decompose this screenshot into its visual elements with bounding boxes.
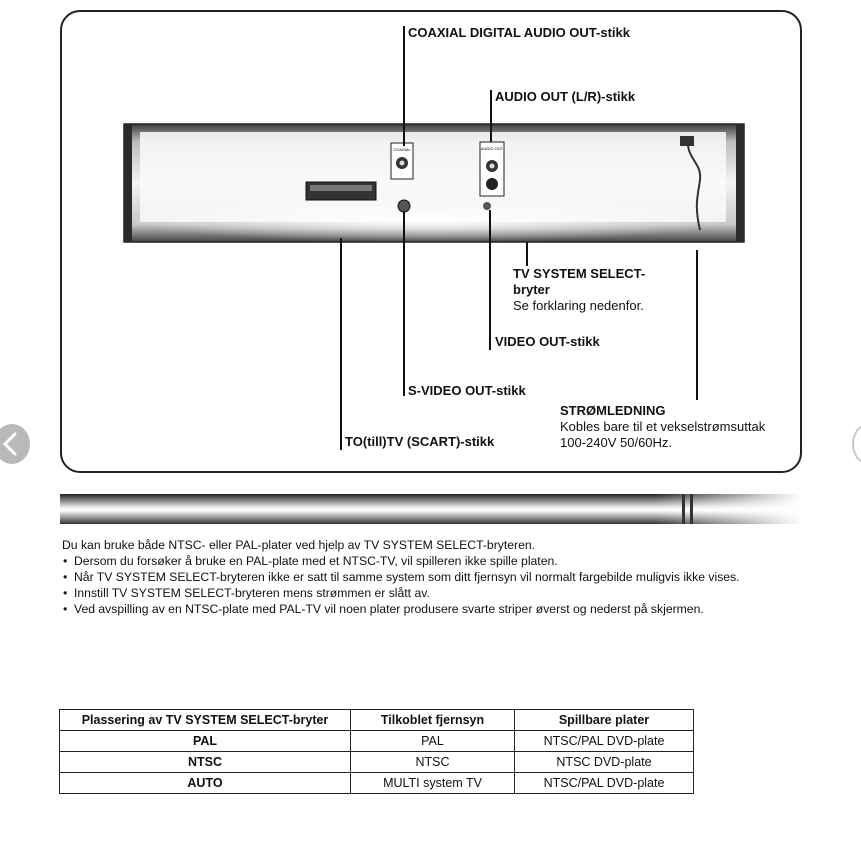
- header-playable-discs: Spillbare plater: [515, 710, 694, 731]
- coaxial-lead-line: [403, 26, 405, 146]
- table-cell: NTSC: [351, 752, 515, 773]
- table-row: [60, 731, 694, 752]
- table-cell: PAL: [60, 731, 351, 752]
- table-cell: MULTI system TV: [351, 773, 515, 794]
- list-item: • Dersom du forsøker å bruke en PAL-plate med et NTSC-TV, vil spilleren ikke spille platen.: [62, 553, 802, 569]
- table-cell: AUTO: [60, 773, 351, 794]
- svideo-out-callout: S-VIDEO OUT-stikk: [408, 383, 526, 398]
- notes-list: [62, 553, 802, 617]
- list-item: • Når TV SYSTEM SELECT-bryteren ikke er satt til samme system som ditt fjernsyn vil normalt fargebilde muligvis ikke vises.: [62, 569, 802, 585]
- header-switch-position: Plassering av TV SYSTEM SELECT-bryter: [60, 710, 351, 731]
- list-item: • Innstill TV SYSTEM SELECT-bryteren mens strømmen er slått av.: [62, 585, 802, 601]
- table-cell: PAL: [351, 731, 515, 752]
- intro-paragraph: Du kan bruke både NTSC- eller PAL-plater ved hjelp av TV SYSTEM SELECT-bryteren.: [62, 538, 536, 552]
- video-out-callout: VIDEO OUT-stikk: [495, 334, 600, 349]
- audio-lead-line: [490, 90, 492, 142]
- section-banner: [60, 494, 802, 524]
- tv-system-lead-line: [526, 242, 528, 266]
- scart-callout: TO(till)TV (SCART)-stikk: [345, 434, 495, 449]
- table-cell: NTSC/PAL DVD-plate: [515, 731, 694, 752]
- header-connected-tv: Tilkoblet fjernsyn: [351, 710, 515, 731]
- svideo-lead-line: [403, 212, 405, 396]
- coaxial-panel-label: COAXIAL: [393, 147, 411, 152]
- table-cell: NTSC: [60, 752, 351, 773]
- table-row: [60, 752, 694, 773]
- instructions-text: [62, 537, 802, 617]
- coaxial-callout: COAXIAL DIGITAL AUDIO OUT-stikk: [408, 25, 630, 40]
- scart-lead-line: [340, 238, 342, 450]
- audio-out-callout: AUDIO OUT (L/R)-stikk: [495, 89, 636, 104]
- video-lead-line: [489, 210, 491, 350]
- audio-panel-label: AUDIO OUT: [480, 146, 504, 151]
- list-item: • Ved avspilling av en NTSC-plate med PAL-TV vil noen plater produsere svarte striper øverst og nederst på skjermen.: [62, 601, 802, 617]
- table-row: [60, 773, 694, 794]
- power-cord-callout: STRØMLEDNING Kobles bare til et vekselstrømsuttak 100-240V 50/60Hz.: [560, 403, 766, 450]
- table-cell: NTSC/PAL DVD-plate: [515, 773, 694, 794]
- table-cell: NTSC DVD-plate: [515, 752, 694, 773]
- tv-system-callout: TV SYSTEM SELECT- bryter Se forklaring nedenfor.: [513, 266, 646, 313]
- table-header-row: [60, 710, 694, 731]
- power-lead-line: [696, 250, 698, 400]
- tv-system-table: [59, 709, 694, 794]
